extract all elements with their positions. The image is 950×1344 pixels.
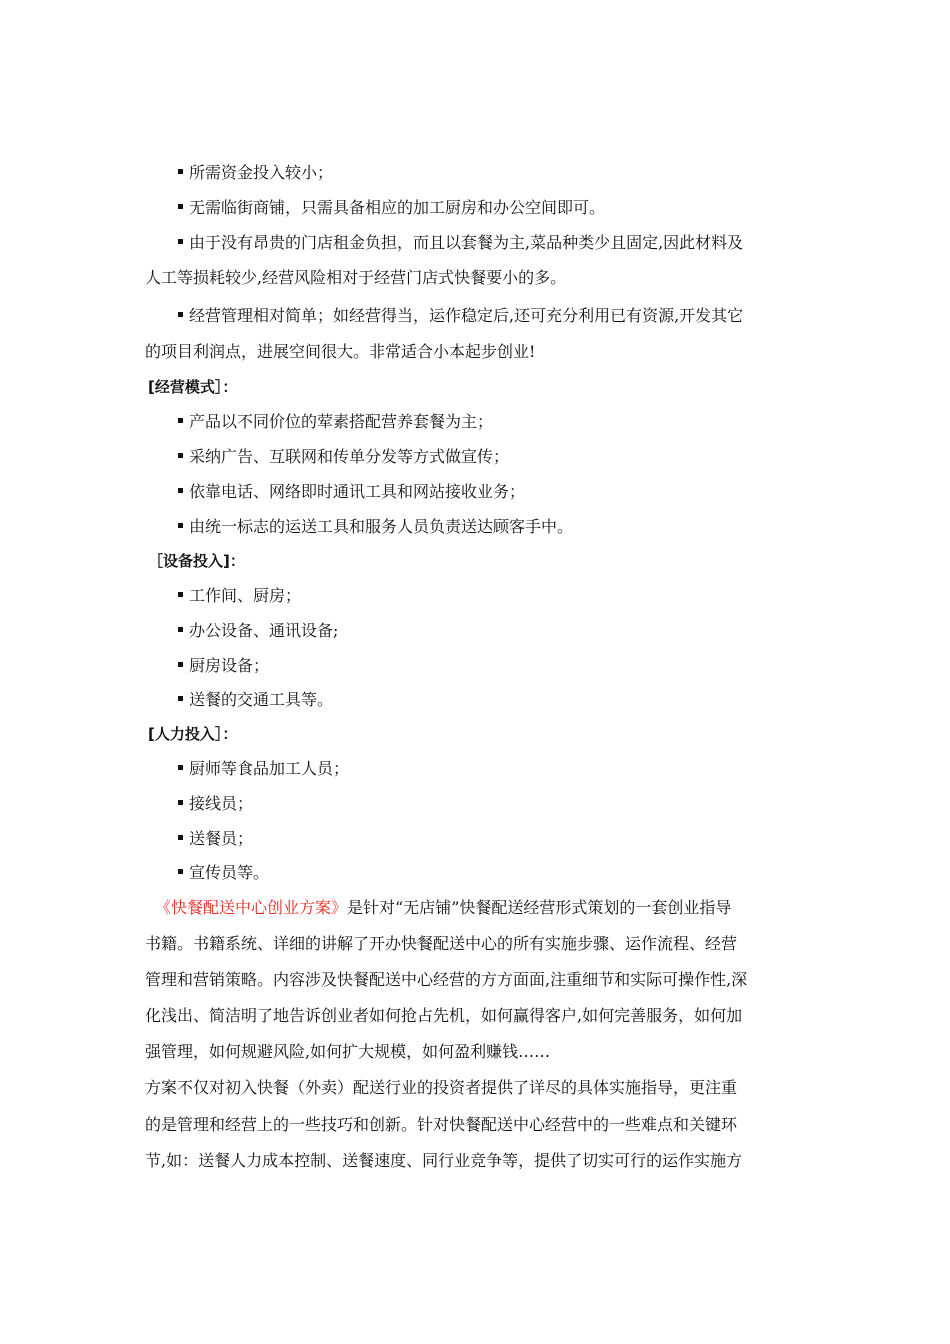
list-item: 依靠电话、网络即时通讯工具和网站接收业务； xyxy=(178,481,525,503)
bullet-icon xyxy=(178,204,183,209)
section-heading: [经营模式］： xyxy=(148,378,238,396)
bullet-icon xyxy=(178,488,183,493)
paragraph-line: 强管理，如何规避风险,如何扩大规模，如何盈利赚钱…… xyxy=(145,1042,551,1061)
paragraph-line: 由于没有昂贵的门店租金负担，而且以套餐为主,菜品种类少且固定,因此材料及 xyxy=(178,232,743,254)
list-item: 接线员； xyxy=(178,793,253,815)
bullet-icon xyxy=(178,239,183,244)
bullet-icon xyxy=(178,312,183,317)
bullet-icon xyxy=(178,592,183,597)
list-item: 由统一标志的运送工具和服务人员负责送达顾客手中。 xyxy=(178,516,573,538)
list-item: 宣传员等。 xyxy=(178,862,269,884)
paragraph-line: 经营管理相对简单；如经营得当，运作稳定后,还可充分利用已有资源,开发其它 xyxy=(178,305,743,327)
paragraph-line: 书籍。书籍系统、详细的讲解了开办快餐配送中心的所有实施步骤、运作流程、经营 xyxy=(145,934,738,953)
list-item: 采纳广告、互联网和传单分发等方式做宣传； xyxy=(178,446,509,468)
list-item: 送餐员； xyxy=(178,828,253,850)
section-heading: ［设备投入]： xyxy=(148,552,245,570)
bullet-icon xyxy=(178,835,183,840)
paragraph-line: 的是管理和经营上的一些技巧和创新。针对快餐配送中心经营中的一些难点和关键环 xyxy=(145,1115,738,1134)
list-item: 无需临街商铺，只需具备相应的加工厨房和办公空间即可。 xyxy=(178,197,605,219)
bullet-icon xyxy=(178,765,183,770)
list-item: 厨房设备； xyxy=(178,655,269,677)
list-item: 所需资金投入较小； xyxy=(178,162,333,184)
bullet-icon xyxy=(178,627,183,632)
list-item: 办公设备、通讯设备; xyxy=(178,620,338,642)
paragraph-line: 管理和营销策略。内容涉及快餐配送中心经营的方方面面,注重细节和实际可操作性,深 xyxy=(145,970,748,989)
paragraph-line: 化浅出、简洁明了地告诉创业者如何抢占先机，如何赢得客户,如何完善服务，如何加 xyxy=(145,1006,743,1025)
paragraph-line: 节,如：送餐人力成本控制、送餐速度、同行业竞争等，提供了切实可行的运作实施方 xyxy=(145,1151,743,1170)
bullet-icon xyxy=(178,418,183,423)
list-item: 产品以不同价位的荤素搭配营养套餐为主； xyxy=(178,411,493,433)
list-item: 工作间、厨房； xyxy=(178,585,301,607)
bullet-icon xyxy=(178,523,183,528)
bullet-icon xyxy=(178,662,183,667)
paragraph-line: 的项目利润点，进展空间很大。非常适合小本起步创业! xyxy=(145,342,536,361)
bullet-icon xyxy=(178,169,183,174)
paragraph-line: 方案不仅对初入快餐（外卖）配送行业的投资者提供了详尽的具体实施指导，更注重 xyxy=(145,1078,738,1097)
list-item: 送餐的交通工具等。 xyxy=(178,689,333,711)
bullet-icon xyxy=(178,869,183,874)
bullet-icon xyxy=(178,696,183,701)
paragraph-line: 人工等损耗较少,经营风险相对于经营门店式快餐要小的多。 xyxy=(145,268,567,287)
paragraph-line: 《快餐配送中心创业方案》是针对“无店铺”快餐配送经营形式策划的一套创业指导 xyxy=(155,898,732,917)
bullet-icon xyxy=(178,800,183,805)
list-item: 厨师等食品加工人员； xyxy=(178,758,349,780)
book-title: 《快餐配送中心创业方案》 xyxy=(155,898,348,917)
section-heading: [人力投入］： xyxy=(148,725,238,743)
bullet-icon xyxy=(178,453,183,458)
